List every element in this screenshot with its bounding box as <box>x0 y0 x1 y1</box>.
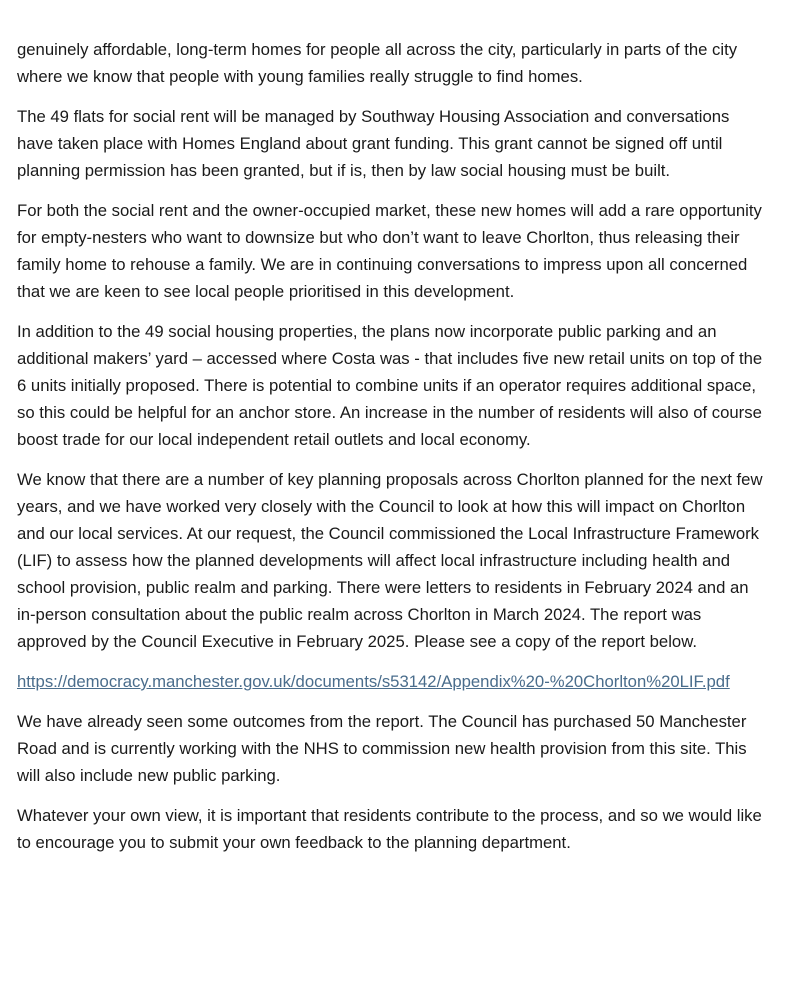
paragraph-outcomes: We have already seen some outcomes from the report. The Council has purchased 50 Manchester Road and is currently working with the NHS to commission new health provision from this site. This will also include new public parking. <box>17 712 747 785</box>
paragraph-social-rent: The 49 flats for social rent will be managed by Southway Housing Association and conversations have taken place with Homes England about grant funding. This grant cannot be signed off until planning permission has been granted, but if is, then by law social housing must be built. <box>17 107 730 180</box>
paragraph-affordable-homes: genuinely affordable, long-term homes for people all across the city, particularly in parts of the city where we know that people with young families really struggle to find homes. <box>17 40 738 86</box>
paragraph-planning-proposals: We know that there are a number of key planning proposals across Chorlton planned for the next few years, and we have worked very closely with the Council to look at how this will impact on Chorlton and our local services. At our request, the Council commissioned the Local Infrastructure Framework (LIF) to assess how the planned developments will affect local infrastructure including health and school provision, public realm and parking. There were letters to residents in February 2024 and an in-person consultation about the public realm across Chorlton in March 2024. The report was approved by the Council Executive in February 2025. Please see a copy of the report below. <box>17 470 763 651</box>
paragraph-owner-occupied: For both the social rent and the owner-occupied market, these new homes will add a rare opportunity for empty-nesters who want to downsize but who don’t want to leave Chorlton, thus releasing their family home to rehouse a family. We are in continuing conversations to impress upon all concerned that we are keen to see local people prioritised in this development. <box>17 201 762 301</box>
report-link-paragraph <box>17 668 764 695</box>
paragraph-feedback: Whatever your own view, it is important that residents contribute to the process, and so we would like to encourage you to submit your own feedback to the planning department. <box>17 806 762 852</box>
paragraph-makers-yard: In addition to the 49 social housing properties, the plans now incorporate public parking and an additional makers’ yard – accessed where Costa was - that includes five new retail units on top of the 6 units initially proposed. There is potential to combine units if an operator requires additional space, so this could be helpful for an anchor store. An increase in the number of residents will also of course boost trade for our local independent retail outlets and local economy. <box>17 322 763 449</box>
report-link[interactable]: https://democracy.manchester.gov.uk/documents/s53142/Appendix%20-%20Chorlton%20LIF.pdf <box>17 672 730 691</box>
